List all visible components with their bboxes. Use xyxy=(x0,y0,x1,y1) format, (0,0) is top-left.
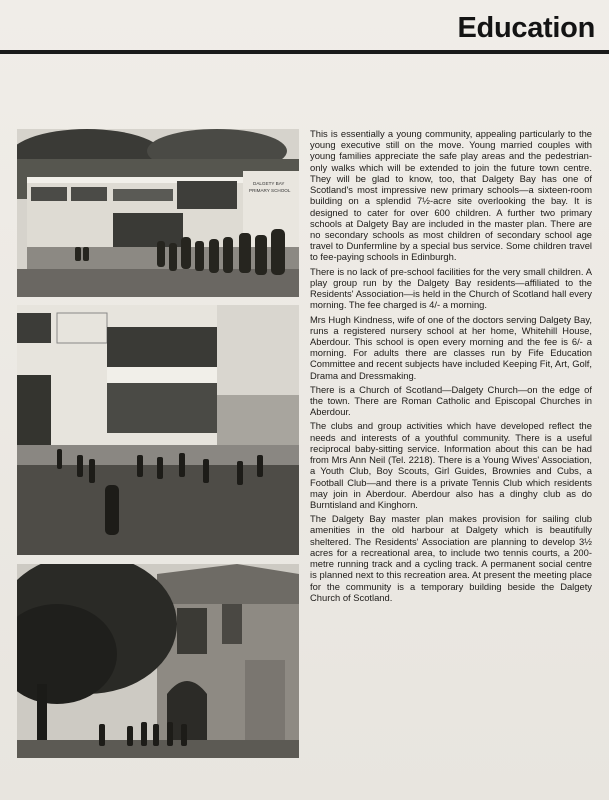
paragraph-pre-school: There is no lack of pre-school facilities for the very small children. A play group run by the Dalgety Bay residents—affiliated to the Residents' Association—is held in the Church of Scotland hall every morning. The fee charged is 4/- a morning. xyxy=(310,265,592,311)
page-title: Education xyxy=(457,12,595,44)
school-sign-line1: DALGETY BAY xyxy=(253,181,285,186)
photo-primary-school xyxy=(17,129,299,297)
paragraph-nursery-adult-classes: Mrs Hugh Kindness, wife of one of the doctors serving Dalgety Bay, runs a registered nursery school at her home, Whitehill House, Aberdour. This school is open every morning and the fee is 6/- a morning. For adults there are classes run by Fife Education Committee and recent subjects have included Keeping Fit, Art, Golf, Drama and Dressmaking. xyxy=(310,313,592,381)
photo-school-playground xyxy=(17,305,299,555)
paragraph-churches: There is a Church of Scotland—Dalgety Church—on the edge of the town. There are Roman Catholic and Episcopal Churches in Aberdour. xyxy=(310,383,592,418)
paragraph-community: This is essentially a young community, appealing particularly to the young executive still on the move. Young married couples with young families appreciate the safe play areas and the pedestrian-only walks which will be extended to join the future town centre. They will be glad to know, too, that Dalgety Bay has one of Scotland's most impressive new primary schools—a sixteen-room building on a splendid 7½-acre site overlooking the bay. It is designed to cater for over 600 children. A further two primary schools at Dalgety Bay are included in the master plan. There are no secondary schools as most children of secondary school age travel to Dunfermline by a special bus service. Some children travel to fee-paying schools in Edinburgh. xyxy=(310,128,592,263)
title-rule xyxy=(0,50,609,54)
school-sign-line2: PRIMARY SCHOOL xyxy=(249,188,291,193)
body-text xyxy=(310,128,592,606)
paragraph-master-plan: The Dalgety Bay master plan makes provision for sailing club amenities in the old harbour at Dalgety which is beautifully sheltered. The Residents' Association are planning to develop 3½ acres for a recreational area, to include two tennis courts, a 200-metre running track and a cycling track. A permanent social centre is planned next to this recreation area. At present the meeting place for the community is a temporary building beside the Dalgety Church of Scotland. xyxy=(310,513,592,603)
photo-dalgety-church xyxy=(17,564,299,758)
paragraph-clubs: The clubs and group activities which have developed reflect the needs and interests of a youthful community. There is a useful reciprocal baby-sitting service. Information about this can be had from Mrs Ann Neil (Tel. 2218). There is a Young Wives' Association, a Youth Club, Boy Scouts, Girl Guides, Brownies and Cubs, a Football Club—and there is a private Tennis Club which residents may join in Aberdour. Aberdour also has a dinghy club as do Burntisland and Kinghorn. xyxy=(310,420,592,510)
